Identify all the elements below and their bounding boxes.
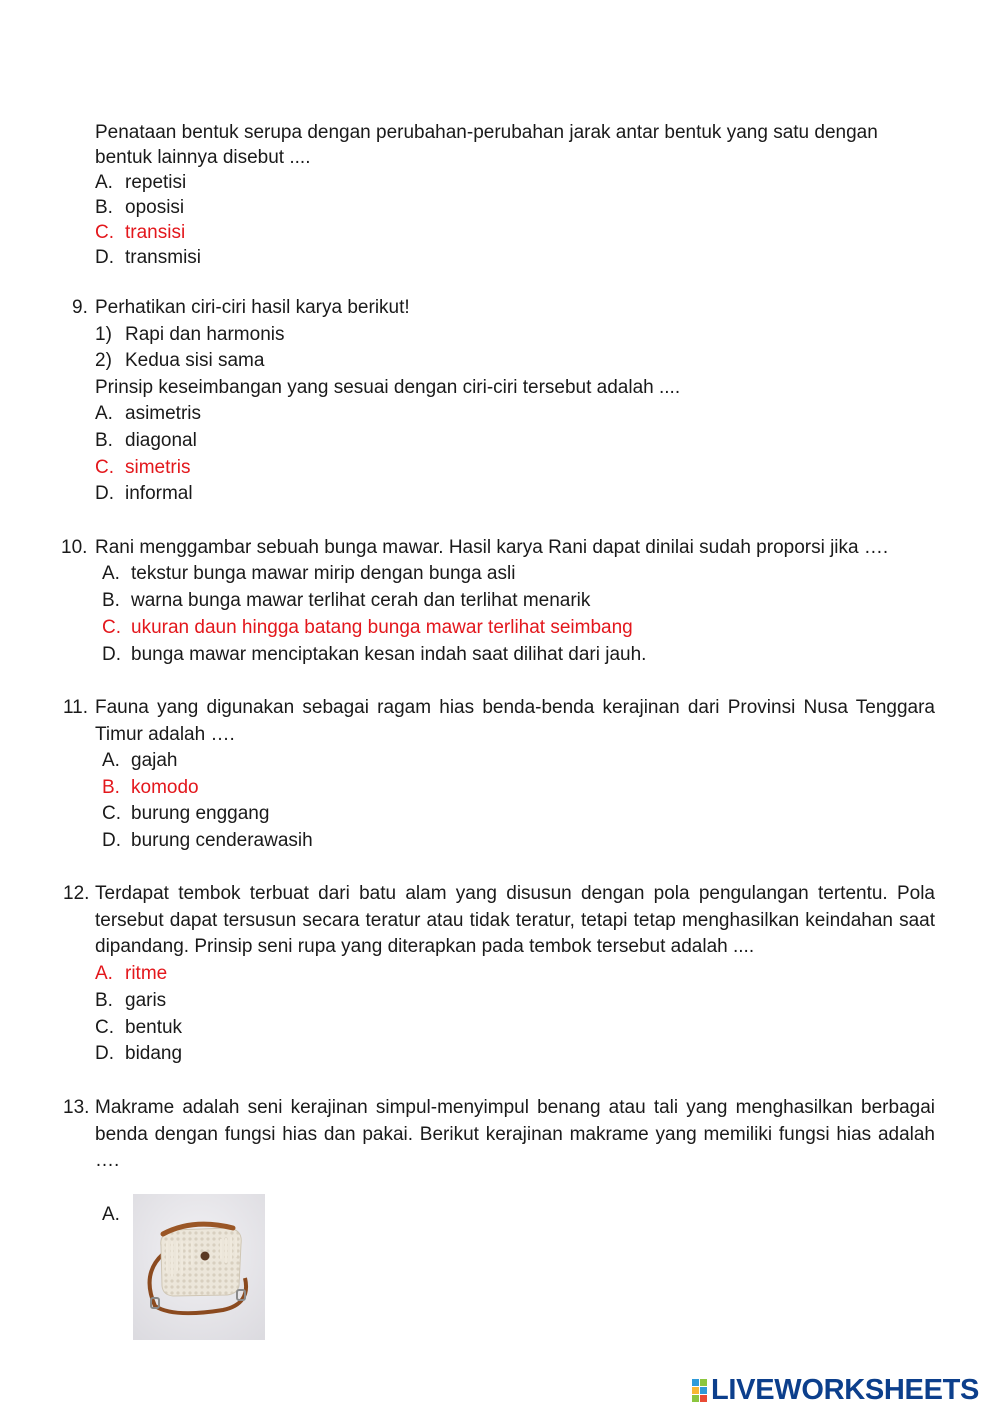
liveworksheets-logo — [692, 1372, 979, 1408]
q9-item-2: 2) Kedua sisi sama — [95, 350, 265, 371]
q9-stem: Perhatikan ciri-ciri hasil karya berikut! — [95, 297, 410, 318]
macrame-bag-illustration — [133, 1194, 265, 1340]
q12-option-d: D. bidang — [95, 1043, 183, 1064]
q8-option-a: A. repetisi — [95, 172, 187, 193]
q13-option-a-letter: A. — [102, 1204, 120, 1225]
q13-number: 13. — [63, 1097, 90, 1118]
q8-option-d: D. transmisi — [95, 247, 202, 268]
q9-number: 9. — [72, 297, 88, 318]
q11-number: 11. — [63, 697, 89, 718]
q12-option-b: B. garis — [95, 990, 167, 1011]
q10-stem: Rani menggambar sebuah bunga mawar. Hasil karya Rani dapat dinilai sudah proporsi jika …. — [95, 537, 889, 558]
q12-option-a-answer: A. ritme — [95, 963, 168, 984]
q9-option-a: A. asimetris — [95, 403, 202, 424]
q9-question: Prinsip keseimbangan yang sesuai dengan ciri-ciri tersebut adalah .... — [95, 377, 681, 398]
q12-number: 12. — [63, 883, 90, 904]
q9-option-b: B. diagonal — [95, 430, 197, 451]
q8-stem-line-2: bentuk lainnya disebut .... — [95, 147, 311, 168]
q12-stem: Terdapat tembok terbuat dari batu alam yang disusun dengan pola pengulangan tertentu. Pola tersebut dapat tersusun secara teratur atau tidak teratur, tetapi tetap menghasilkan keindahan saat dipandang. Prinsip seni rupa yang diterapkan pada tembok tersebut adalah .... — [95, 883, 935, 957]
q11-option-a: A. gajah — [102, 750, 178, 771]
q11-option-c: C. burung enggang — [102, 803, 270, 824]
q9-option-d: D. informal — [95, 483, 193, 504]
q10-option-c-answer: C. ukuran daun hingga batang bunga mawar terlihat seimbang — [102, 617, 633, 638]
q10-option-b: B. warna bunga mawar terlihat cerah dan terlihat menarik — [102, 590, 591, 611]
q10-option-d: D. bunga mawar menciptakan kesan indah saat dilihat dari jauh. — [102, 644, 647, 665]
logo-grid-icon — [692, 1379, 707, 1402]
q8-stem-line-1: Penataan bentuk serupa dengan perubahan-perubahan jarak antar bentuk yang satu dengan — [95, 122, 878, 143]
q12-option-c: C. bentuk — [95, 1017, 183, 1038]
macrame-bag-image — [133, 1194, 265, 1340]
q8-option-c-answer: C. transisi — [95, 222, 186, 243]
q11-option-d: D. burung cenderawasih — [102, 830, 313, 851]
q10-option-a: A. tekstur bunga mawar mirip dengan bunga asli — [102, 563, 516, 584]
q10-number: 10. — [61, 537, 88, 558]
q13-stem: Makrame adalah seni kerajinan simpul-menyimpul benang atau tali yang menghasilkan berbagai benda dengan fungsi hias dan pakai. Berikut kerajinan makrame yang memiliki fungsi hias adalah …. — [95, 1097, 935, 1171]
q8-option-b: B. oposisi — [95, 197, 185, 218]
logo-text: LIVEWORKSHEETS — [711, 1373, 980, 1406]
q11-stem: Fauna yang digunakan sebagai ragam hias benda-benda kerajinan dari Provinsi Nusa Tenggara Timur adalah …. — [95, 697, 935, 745]
q11-option-b-answer: B. komodo — [102, 777, 199, 798]
q9-option-c-answer: C. simetris — [95, 457, 191, 478]
q9-item-1: 1) Rapi dan harmonis — [95, 324, 285, 345]
